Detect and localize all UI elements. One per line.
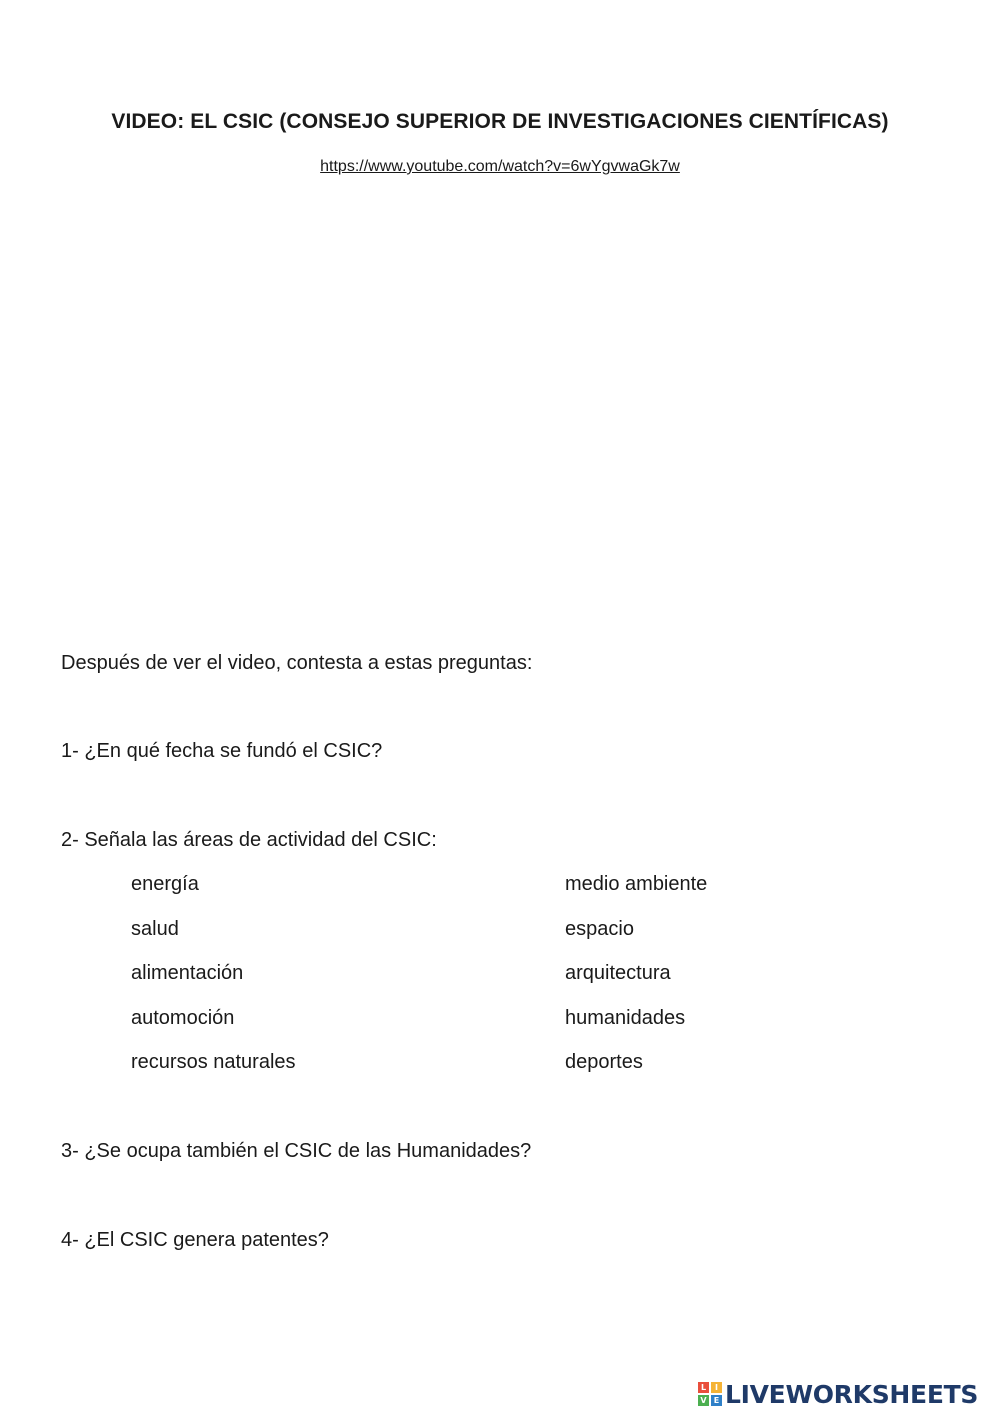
area-option[interactable]: energía [131, 873, 199, 895]
liveworksheets-logo [698, 1379, 978, 1409]
logo-tile: V [698, 1395, 709, 1406]
video-link-row [0, 158, 1000, 176]
question-3: 3- ¿Se ocupa también el CSIC de las Humanidades? [61, 1140, 532, 1162]
area-option[interactable]: alimentación [131, 962, 244, 984]
liveworksheets-logo-text: LIVEWORKSHEETS [725, 1379, 979, 1409]
area-option[interactable]: automoción [131, 1007, 235, 1029]
question-1: 1- ¿En qué fecha se fundó el CSIC? [61, 740, 383, 762]
liveworksheets-logo-icon [698, 1382, 722, 1406]
logo-tile: E [711, 1395, 722, 1406]
question-4: 4- ¿El CSIC genera patentes? [61, 1229, 329, 1251]
logo-tile: L [698, 1382, 709, 1393]
video-link[interactable]: https://www.youtube.com/watch?v=6wYgvwaGk7w [320, 158, 680, 175]
area-option[interactable]: salud [131, 918, 179, 940]
area-option[interactable]: humanidades [565, 1007, 686, 1029]
area-option[interactable]: espacio [565, 918, 634, 940]
logo-tile: I [711, 1382, 722, 1393]
area-option[interactable]: arquitectura [565, 962, 671, 984]
instructions-text: Después de ver el video, contesta a estas preguntas: [61, 652, 533, 674]
area-option[interactable]: deportes [565, 1051, 643, 1073]
area-option[interactable]: recursos naturales [131, 1051, 296, 1073]
question-2: 2- Señala las áreas de actividad del CSIC: [61, 829, 437, 851]
area-option[interactable]: medio ambiente [565, 873, 708, 895]
worksheet-title: VIDEO: EL CSIC (CONSEJO SUPERIOR DE INVESTIGACIONES CIENTÍFICAS) [111, 110, 889, 133]
